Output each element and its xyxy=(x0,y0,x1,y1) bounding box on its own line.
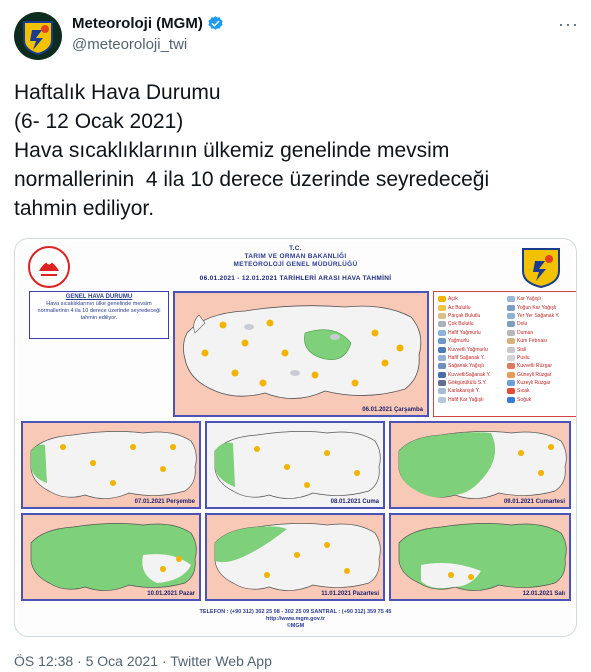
legend-item xyxy=(507,312,572,320)
turkey-map-shape xyxy=(207,515,385,601)
legend-label: Dolu xyxy=(517,321,528,328)
legend-label: Gökgürültülü S.Y. xyxy=(448,380,487,387)
tweet-text-line: Hava sıcaklıklarının ülkemiz genelinde mevsim xyxy=(14,139,450,162)
legend-item xyxy=(507,371,572,379)
legend-symbol-icon xyxy=(507,305,515,311)
tweet-text xyxy=(14,78,574,223)
legend-item xyxy=(438,303,503,311)
legend-symbol-icon xyxy=(438,397,446,403)
legend-item xyxy=(507,354,572,362)
legend-item xyxy=(438,320,503,328)
legend-symbol-icon xyxy=(438,347,446,353)
legend-symbol-icon xyxy=(507,380,515,386)
forecast-map-saturday xyxy=(389,421,571,509)
legend-symbol-icon xyxy=(507,397,515,403)
legend-symbol-icon xyxy=(507,363,515,369)
map-date-tuesday: 12.01.2021 Salı xyxy=(522,591,565,597)
legend-label: Puslu xyxy=(517,354,530,361)
tweet-source[interactable]: Twitter Web App xyxy=(170,653,272,669)
general-weather-box xyxy=(29,291,169,339)
header-ministry: TARIM VE ORMAN BAKANLIĞI xyxy=(244,253,347,260)
legend-item xyxy=(438,354,503,362)
poster-footer xyxy=(17,609,574,630)
legend-label: Az Bulutlu xyxy=(448,304,471,311)
author-handle[interactable]: @meteoroloji_twi xyxy=(72,36,188,53)
general-weather-text: Hava sıcaklıklarının ülke genelinde mevsim normallerinin 4 ila 10 derece üzerinde seyredeceği tahmin ediliyor. xyxy=(37,301,161,321)
legend-label: Parçalı Bulutlu xyxy=(448,312,481,319)
legend-item xyxy=(438,312,503,320)
legend-symbol-icon xyxy=(438,313,446,319)
turkey-map-shape xyxy=(23,423,201,509)
header-mgm: METEOROLOJİ GENEL MÜDÜRLÜĞÜ xyxy=(233,261,358,268)
legend-label: Hafif Yağmurlu xyxy=(448,329,481,336)
turkey-map-shape xyxy=(175,293,429,417)
tweet-text-line: normallerinin 4 ila 10 derece üzerinde seyredeceği xyxy=(14,168,490,191)
legend-symbol-icon xyxy=(438,321,446,327)
tweet-meta xyxy=(14,653,272,669)
turkey-map-shape xyxy=(23,515,201,601)
legend-symbol-icon xyxy=(438,363,446,369)
footer-website: http://www.mgm.gov.tr xyxy=(266,616,325,622)
main-forecast-map xyxy=(173,291,429,417)
mgm-logo-icon xyxy=(520,245,562,289)
legend-label: Kuvvetli Yağmurlu xyxy=(448,346,488,353)
legend-item xyxy=(438,387,503,395)
legend-item xyxy=(507,379,572,387)
author-name[interactable] xyxy=(72,15,224,32)
legend-item xyxy=(507,329,572,337)
poster-header xyxy=(17,241,574,289)
forecast-map-monday xyxy=(205,513,385,601)
legend-symbol-icon xyxy=(438,296,446,302)
legend-item xyxy=(507,387,572,395)
header-tc: T.C. xyxy=(289,245,302,252)
forecast-map-sunday xyxy=(21,513,201,601)
legend-symbol-icon xyxy=(438,380,446,386)
legend-label: KuvvetliSağanak Y. xyxy=(448,371,491,378)
legend-symbol-icon xyxy=(507,296,515,302)
legend-label: Duman xyxy=(517,329,534,336)
forecast-map-tuesday xyxy=(389,513,571,601)
tweet-date[interactable]: 5 Oca 2021 xyxy=(85,653,158,669)
legend-label: Kuvvetli Rüzgar xyxy=(517,363,553,370)
main-map-date: 06.01.2021 Çarşamba xyxy=(362,407,423,413)
legend-symbol-icon xyxy=(507,313,515,319)
turkey-map-shape xyxy=(207,423,385,509)
legend-symbol-icon xyxy=(438,372,446,378)
legend-item xyxy=(507,345,572,353)
legend-symbol-icon xyxy=(438,330,446,336)
legend-label: Kuzeyli Rüzgar xyxy=(517,380,551,387)
legend-symbol-icon xyxy=(507,321,515,327)
legend-item xyxy=(507,320,572,328)
legend-symbol-icon xyxy=(438,388,446,394)
more-options-icon[interactable]: ··· xyxy=(558,14,579,34)
header-date-range: 06.01.2021 - 12.01.2021 TARİHLERİ ARASI HAVA TAHMİNİ xyxy=(199,275,392,282)
legend-label: Açık xyxy=(448,296,458,303)
legend-item xyxy=(507,337,572,345)
map-date-saturday: 09.01.2021 Cumartesi xyxy=(503,499,565,505)
legend-label: Kum Fırtınası xyxy=(517,338,548,345)
verified-badge-icon xyxy=(207,15,224,32)
tweet-text-line: Haftalık Hava Durumu xyxy=(14,81,221,104)
legend-label: Yağmurlu xyxy=(448,338,470,345)
map-date-thursday: 07.01.2021 Perşembe xyxy=(134,499,195,505)
tweet-header xyxy=(14,12,579,60)
legend-item xyxy=(438,362,503,370)
legend-symbol-icon xyxy=(507,338,515,344)
meta-separator: · xyxy=(77,653,82,669)
mgm-logo-icon xyxy=(18,16,58,56)
legend-label: Karlakarışık Y. xyxy=(448,388,480,395)
legend-label: Soğuk xyxy=(517,396,532,403)
legend-item xyxy=(507,396,572,404)
legend-label: Hafif Kar Yağışlı xyxy=(448,396,484,403)
legend-item xyxy=(507,362,572,370)
legend-item xyxy=(438,371,503,379)
legend-label: Güneyli Rüzgar xyxy=(517,371,552,378)
legend-item xyxy=(438,329,503,337)
legend-item xyxy=(438,379,503,387)
forecast-map-thursday xyxy=(21,421,201,509)
turkey-map-shape xyxy=(391,423,571,509)
map-date-monday: 11.01.2021 Pazartesi xyxy=(321,591,379,597)
legend-label: Yer Yer Sağanak Y. xyxy=(517,312,560,319)
weather-legend xyxy=(433,291,577,417)
tweet-media-image[interactable] xyxy=(14,238,577,637)
legend-label: Çok Bulutlu xyxy=(448,321,474,328)
tweet-text-line: tahmin ediliyor. xyxy=(14,197,155,220)
legend-symbol-icon xyxy=(438,338,446,344)
map-date-sunday: 10.01.2021 Pazar xyxy=(147,591,195,597)
legend-label: Sisli xyxy=(517,346,527,353)
legend-symbol-icon xyxy=(438,305,446,311)
legend-item xyxy=(507,295,572,303)
legend-item xyxy=(507,303,572,311)
legend-symbol-icon xyxy=(507,388,515,394)
legend-label: Sağanak Yağışlı xyxy=(448,363,484,370)
legend-symbol-icon xyxy=(507,372,515,378)
turkey-map-shape xyxy=(391,515,571,601)
legend-item xyxy=(438,295,503,303)
meta-separator: · xyxy=(161,653,167,669)
footer-copyright: ©MGM xyxy=(286,623,305,629)
legend-label: Sıcak xyxy=(517,388,530,395)
weather-forecast-poster xyxy=(17,241,574,634)
legend-item xyxy=(438,396,503,404)
author-name-text[interactable]: Meteoroloji (MGM) xyxy=(72,15,203,32)
avatar[interactable] xyxy=(14,12,62,60)
legend-label: Hafif Sağanak Y. xyxy=(448,354,485,361)
legend-symbol-icon xyxy=(507,355,515,361)
legend-label: Kar Yağışlı xyxy=(517,296,541,303)
tweet-time[interactable]: ÖS 12:38 xyxy=(14,653,74,669)
general-weather-title: GENEL HAVA DURUMU xyxy=(65,294,133,300)
tweet-text-line: (6- 12 Ocak 2021) xyxy=(14,110,184,133)
legend-item xyxy=(438,337,503,345)
legend-symbol-icon xyxy=(507,330,515,336)
legend-symbol-icon xyxy=(507,347,515,353)
legend-item xyxy=(438,345,503,353)
legend-label: Yoğun Kar Yağışlı xyxy=(517,304,557,311)
map-date-friday: 08.01.2021 Cuma xyxy=(330,499,379,505)
legend-symbol-icon xyxy=(438,355,446,361)
forecast-map-friday xyxy=(205,421,385,509)
footer-phone: TELEFON : (+90 312) 302 25 08 - 302 25 09 SANTRAL : (+90 312) 359 75 45 xyxy=(199,609,392,615)
